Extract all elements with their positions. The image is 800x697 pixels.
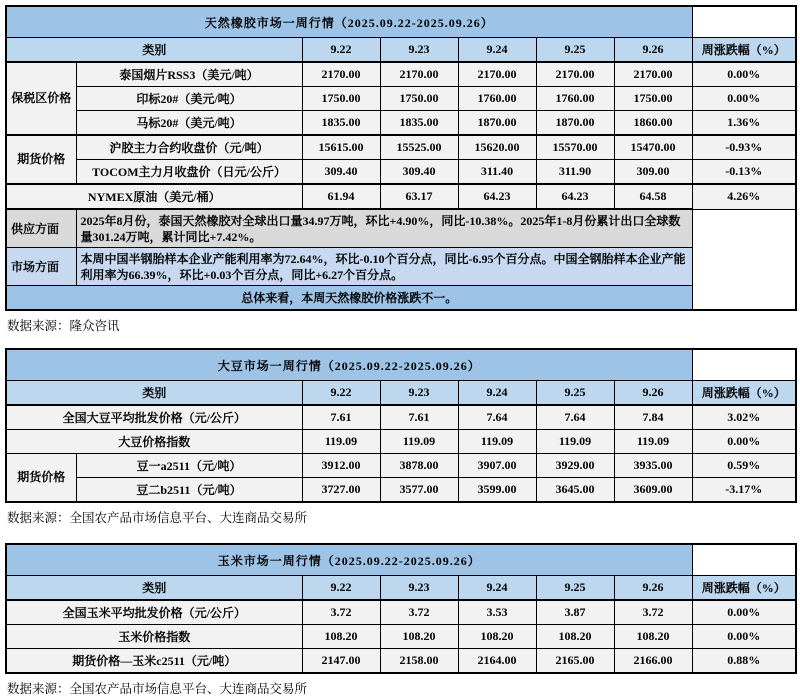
value-cell: 3645.00 [536,478,614,503]
row-label: 豆一a2511（元/吨） [76,454,302,478]
row-label: 全国大豆平均批发价格（元/公斤） [6,405,302,430]
value-cell: 3929.00 [536,454,614,478]
value-cell: 119.09 [536,430,614,454]
change-cell: 4.26% [692,184,796,209]
rubber-market-table [5,5,797,311]
row-label: 泰国烟片RSS3（美元/吨） [76,62,302,87]
table-row [6,625,796,649]
note-text: 2025年8月份，泰国天然橡胶对全球出口量34.97万吨，环比+4.90%，同比-10.38%。2025年1-8月份累计出口全球数量301.24万吨，累计同比+7.42%。 [76,209,692,248]
table-row [6,405,796,430]
table-title: 大豆市场一周行情（2025.09.22-2025.09.26） [6,349,692,381]
change-cell: 0.00% [692,625,796,649]
value-cell: 311.40 [458,160,536,185]
value-cell: 7.84 [614,405,692,430]
col-header-date-5: 9.26 [614,576,692,601]
table-row [6,111,796,136]
data-source: 数据来源：全国农产品市场信息平台、大连商品交易所 [7,682,308,696]
value-cell: 2170.00 [380,62,458,87]
spacer [5,523,795,543]
col-header-date-2: 9.23 [380,576,458,601]
value-cell: 309.00 [614,160,692,185]
value-cell: 63.17 [380,184,458,209]
col-header-date-2: 9.23 [380,381,458,406]
table-row [6,184,796,209]
value-cell: 108.20 [536,625,614,649]
value-cell: 1870.00 [458,111,536,136]
note-label: 供应方面 [6,209,76,248]
change-cell: 0.00% [692,430,796,454]
value-cell: 2165.00 [536,649,614,674]
supply-note-row [6,209,796,248]
value-cell: 2164.00 [458,649,536,674]
value-cell: 309.40 [380,160,458,185]
value-cell: 3609.00 [614,478,692,503]
change-cell: -0.93% [692,135,796,160]
col-header-date-4: 9.25 [536,576,614,601]
table-row [6,135,796,160]
col-header-date-4: 9.25 [536,381,614,406]
value-cell: 61.94 [302,184,380,209]
change-cell: -3.17% [692,478,796,503]
change-cell: 0.00% [692,600,796,625]
col-header-date-5: 9.26 [614,38,692,63]
value-cell: 64.23 [458,184,536,209]
col-header-date-1: 9.22 [302,381,380,406]
value-cell: 3.72 [380,600,458,625]
value-cell: 108.20 [614,625,692,649]
row-group-label: 期货价格 [6,135,76,184]
value-cell: 1750.00 [614,87,692,111]
value-cell: 7.61 [302,405,380,430]
soybean-market-table [5,348,797,503]
note-label: 市场方面 [6,248,76,286]
table-title: 玉米市场一周行情（2025.09.22-2025.09.26） [6,544,692,576]
table-row [6,62,796,87]
change-cell: 0.59% [692,454,796,478]
row-label: 期货价格—玉米c2511（元/吨） [6,649,302,674]
col-header-date-2: 9.23 [380,38,458,63]
row-label: NYMEX原油（美元/桶） [6,184,302,209]
value-cell: 7.64 [536,405,614,430]
value-cell: 64.23 [536,184,614,209]
change-cell: 0.00% [692,62,796,87]
table-row [6,454,796,478]
table-row [6,600,796,625]
value-cell: 1860.00 [614,111,692,136]
table-row [6,87,796,111]
col-header-change: 周涨跌幅（%） [692,381,796,406]
summary-row [6,286,796,311]
value-cell: 1835.00 [302,111,380,136]
col-header-change: 周涨跌幅（%） [692,576,796,601]
value-cell: 2170.00 [536,62,614,87]
value-cell: 2170.00 [614,62,692,87]
row-label: 全国玉米平均批发价格（元/公斤） [6,600,302,625]
value-cell: 3935.00 [614,454,692,478]
col-header-category: 类别 [6,381,302,406]
col-header-category: 类别 [6,38,302,63]
value-cell: 15615.00 [302,135,380,160]
col-header-date-3: 9.24 [458,381,536,406]
header-row [6,381,796,406]
col-header-date-1: 9.22 [302,38,380,63]
value-cell: 3912.00 [302,454,380,478]
value-cell: 2158.00 [380,649,458,674]
header-row [6,576,796,601]
table-title-row [6,349,796,381]
value-cell: 1870.00 [536,111,614,136]
table-row [6,478,796,503]
col-header-date-3: 9.24 [458,38,536,63]
value-cell: 108.20 [458,625,536,649]
value-cell: 15570.00 [536,135,614,160]
note-text: 本周中国半钢胎样本企业产能利用率为72.64%，环比-0.10个百分点，同比-6.95个百分点。中国全钢胎样本企业产能利用率为66.39%，环比+0.03个百分点，同比+6.27个百分点。 [76,248,692,286]
value-cell: 119.09 [302,430,380,454]
value-cell: 311.90 [536,160,614,185]
row-label: TOCOM主力月收盘价（日元/公斤） [76,160,302,185]
summary-text: 总体来看，本周天然橡胶价格涨跌不一。 [6,286,692,311]
market-note-row [6,248,796,286]
row-group-label: 期货价格 [6,454,76,503]
value-cell: 3.72 [614,600,692,625]
row-label: 玉米价格指数 [6,625,302,649]
row-label: 大豆价格指数 [6,430,302,454]
value-cell: 108.20 [380,625,458,649]
value-cell: 1750.00 [380,87,458,111]
value-cell: 7.61 [380,405,458,430]
table-title: 天然橡胶市场一周行情（2025.09.22-2025.09.26） [6,6,692,38]
value-cell: 7.64 [458,405,536,430]
row-label: 沪胶主力合约收盘价（元/吨） [76,135,302,160]
spacer [5,331,795,348]
value-cell: 2170.00 [302,62,380,87]
value-cell: 3.53 [458,600,536,625]
value-cell: 15525.00 [380,135,458,160]
value-cell: 3727.00 [302,478,380,503]
row-group-label: 保税区价格 [6,62,76,135]
col-header-date-5: 9.26 [614,381,692,406]
col-header-date-3: 9.24 [458,576,536,601]
value-cell: 1760.00 [458,87,536,111]
value-cell: 1835.00 [380,111,458,136]
value-cell: 108.20 [302,625,380,649]
value-cell: 3599.00 [458,478,536,503]
col-header-date-4: 9.25 [536,38,614,63]
col-header-date-1: 9.22 [302,576,380,601]
row-label: 豆二b2511（元/吨） [76,478,302,503]
change-cell: 0.88% [692,649,796,674]
corn-market-table [5,543,797,674]
value-cell: 64.58 [614,184,692,209]
value-cell: 2147.00 [302,649,380,674]
value-cell: 119.09 [380,430,458,454]
value-cell: 3.72 [302,600,380,625]
data-source: 数据来源：全国农产品市场信息平台、大连商品交易所 [7,511,308,525]
change-cell: 3.02% [692,405,796,430]
value-cell: 2166.00 [614,649,692,674]
value-cell: 1760.00 [536,87,614,111]
data-source: 数据来源：隆众咨讯 [7,319,120,333]
value-cell: 309.40 [302,160,380,185]
value-cell: 3878.00 [380,454,458,478]
value-cell: 3577.00 [380,478,458,503]
value-cell: 3907.00 [458,454,536,478]
value-cell: 119.09 [614,430,692,454]
table-row [6,160,796,185]
value-cell: 15620.00 [458,135,536,160]
value-cell: 119.09 [458,430,536,454]
table-row [6,430,796,454]
table-title-row [6,6,796,38]
value-cell: 1750.00 [302,87,380,111]
value-cell: 2170.00 [458,62,536,87]
change-cell: 0.00% [692,87,796,111]
header-row [6,38,796,63]
table-row [6,649,796,674]
change-cell: 1.36% [692,111,796,136]
value-cell: 15470.00 [614,135,692,160]
col-header-change: 周涨跌幅（%） [692,38,796,63]
col-header-category: 类别 [6,576,302,601]
value-cell: 3.87 [536,600,614,625]
change-cell: -0.13% [692,160,796,185]
table-title-row [6,544,796,576]
row-label: 马标20#（美元/吨） [76,111,302,136]
row-label: 印标20#（美元/吨） [76,87,302,111]
